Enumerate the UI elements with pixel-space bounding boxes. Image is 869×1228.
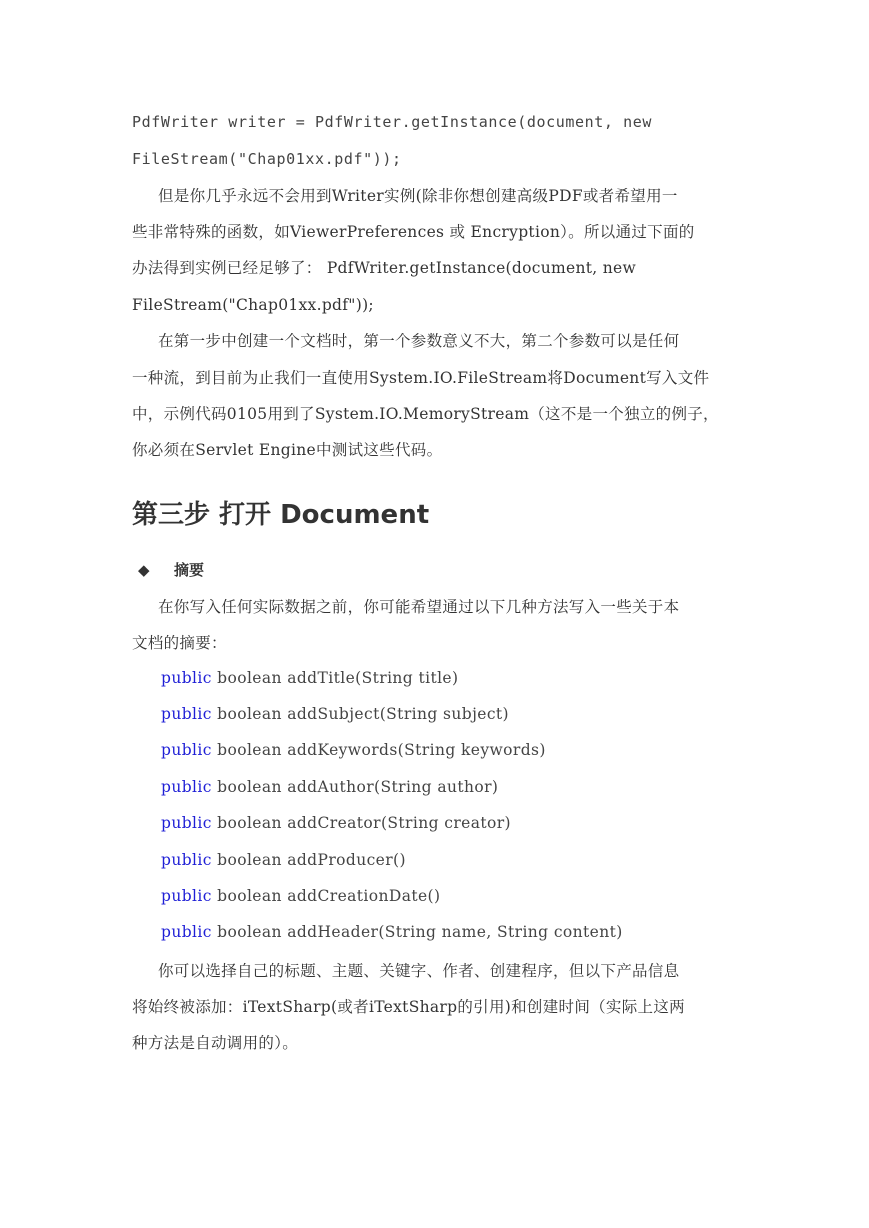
- paragraph-line: 一种流，到目前为止我们一直使用System.IO.FileStream将Document写入文件: [132, 369, 710, 387]
- method-signature: [161, 851, 406, 869]
- paragraph-line: 中，示例代码0105用到了System.IO.MemoryStream（这不是一个独立的例子，: [132, 405, 719, 423]
- code-line: FileStream("Chap01xx.pdf"));: [132, 150, 402, 168]
- method-signature: [161, 814, 511, 832]
- paragraph-line: 你可以选择自己的标题、主题、关键字、作者、创建程序，但以下产品信息: [158, 962, 680, 980]
- method-rest: boolean addCreationDate(): [211, 887, 441, 905]
- method-signature: [161, 741, 546, 759]
- keyword: public: [161, 778, 212, 796]
- method-rest: boolean addHeader(String name, String content): [211, 923, 623, 941]
- bullet-item: [138, 559, 204, 580]
- paragraph-line: 些非常特殊的函数，如ViewerPreferences 或 Encryption）。所以通过下面的: [132, 223, 695, 241]
- paragraph-line: 种方法是自动调用的）。: [132, 1034, 299, 1052]
- paragraph-line: 将始终被添加：iTextSharp(或者iTextSharp的引用)和创建时间（实际上这两: [132, 998, 685, 1016]
- method-rest: boolean addProducer(): [211, 851, 406, 869]
- keyword: public: [161, 669, 212, 687]
- method-signature: [161, 669, 458, 687]
- method-rest: boolean addCreator(String creator): [211, 814, 511, 832]
- code-line: PdfWriter writer = PdfWriter.getInstance(document, new: [132, 113, 653, 131]
- method-signature: [161, 705, 509, 723]
- keyword: public: [161, 923, 212, 941]
- paragraph-line: 你必须在Servlet Engine中测试这些代码。: [132, 441, 443, 459]
- method-rest: boolean addSubject(String subject): [211, 705, 510, 723]
- paragraph-line: 在你写入任何实际数据之前，你可能希望通过以下几种方法写入一些关于本: [158, 598, 680, 616]
- paragraph-line: 文档的摘要：: [132, 634, 227, 652]
- keyword: public: [161, 851, 212, 869]
- method-rest: boolean addTitle(String title): [211, 669, 459, 687]
- bullet-label: 摘要: [174, 561, 205, 579]
- keyword: public: [161, 887, 212, 905]
- paragraph-line: FileStream("Chap01xx.pdf"));: [132, 296, 374, 314]
- section-heading: 第三步 打开 Document: [132, 500, 430, 530]
- keyword: public: [161, 705, 212, 723]
- method-signature: [161, 923, 623, 941]
- method-rest: boolean addKeywords(String keywords): [211, 741, 546, 759]
- keyword: public: [161, 741, 212, 759]
- diamond-bullet-icon: ◆: [138, 561, 150, 579]
- method-rest: boolean addAuthor(String author): [211, 778, 499, 796]
- paragraph-line: 但是你几乎永远不会用到Writer实例(除非你想创建高级PDF或者希望用一: [158, 187, 678, 205]
- method-signature: [161, 778, 498, 796]
- paragraph-line: 办法得到实例已经足够了： PdfWriter.getInstance(document, new: [132, 259, 637, 277]
- paragraph-line: 在第一步中创建一个文档时，第一个参数意义不大，第二个参数可以是任何: [158, 332, 680, 350]
- keyword: public: [161, 814, 212, 832]
- method-signature: [161, 887, 440, 905]
